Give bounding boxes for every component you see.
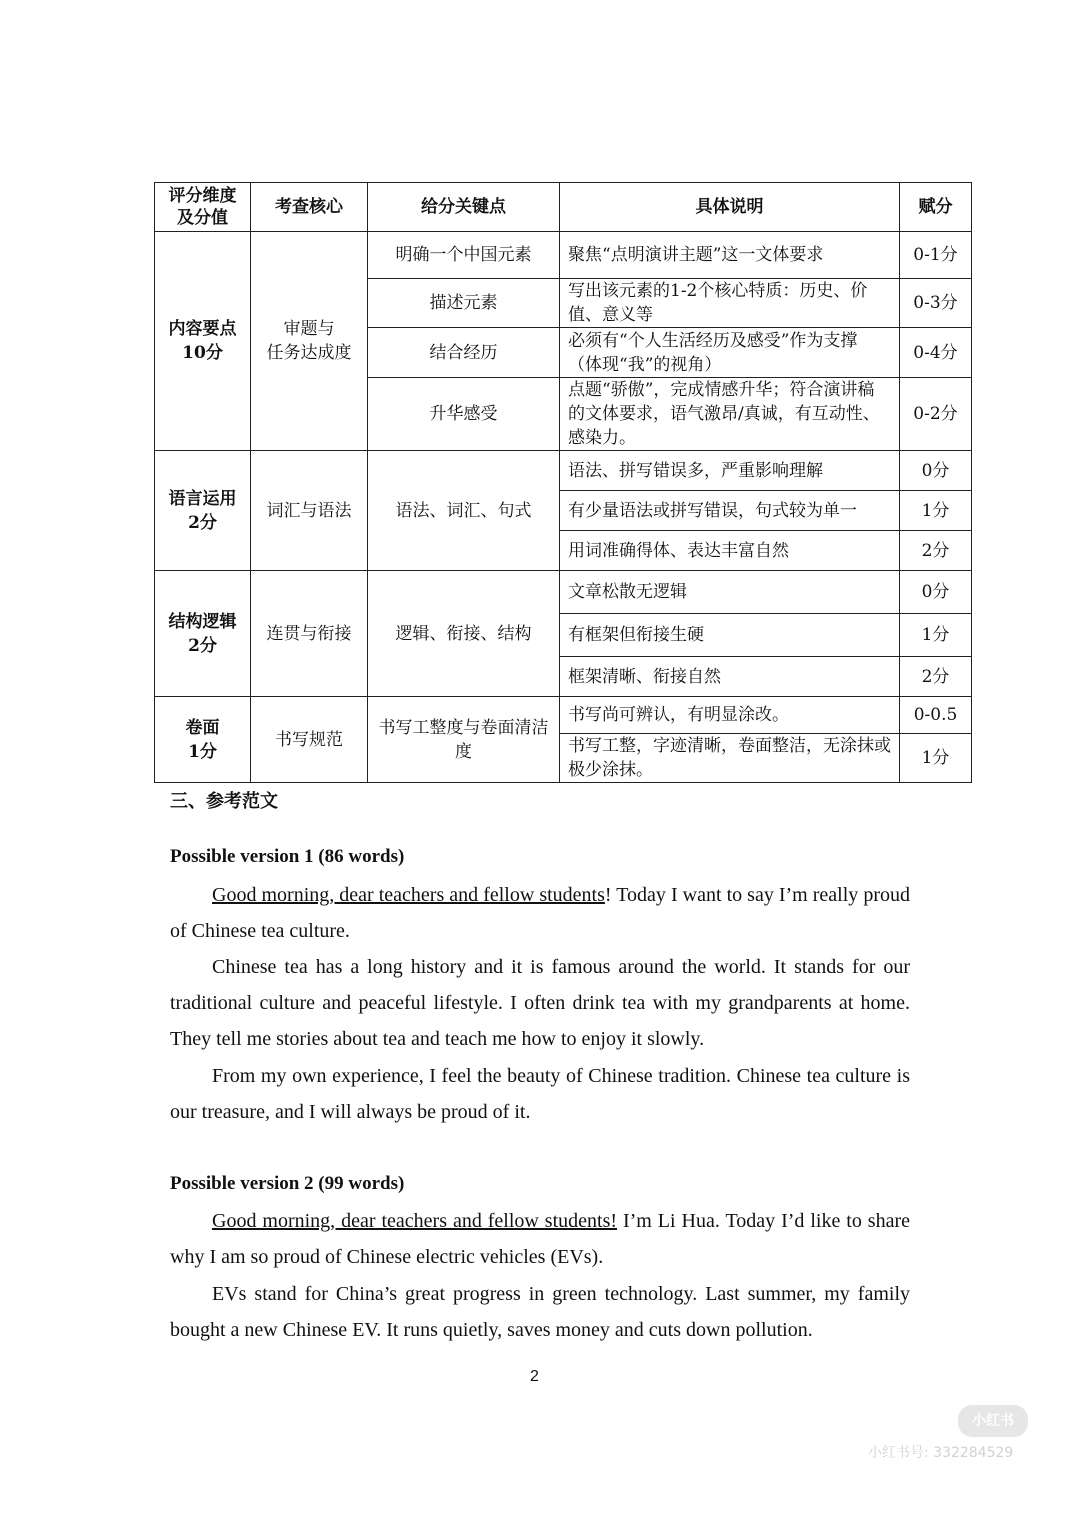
header-core: 考查核心 [251,183,368,232]
description-cell: 聚焦“点明演讲主题”这一文体要求 [560,232,900,279]
description-cell: 书写工整，字迹清晰，卷面整洁，无涂抹或极少涂抹。 [560,734,900,783]
score-cell: 0分 [900,451,972,491]
key-point-language: 语法、词汇、句式 [368,451,560,571]
version1-paragraph-3: From my own experience, I feel the beauty of Chinese tradition. Chinese tea culture is our treasure, and I will always be proud of it. [170,1065,910,1123]
score-cell: 0-3分 [900,279,972,328]
version2-greeting: Good morning, dear teachers and fellow students! [212,1210,618,1232]
dimension-structure-line1: 结构逻辑 [168,611,237,632]
version1-title: Possible version 1 (86 words) [170,846,405,867]
core-content [251,232,368,451]
dimension-structure [155,571,251,697]
score-cell: 1分 [900,614,972,657]
score-cell: 0分 [900,571,972,614]
key-point-cell: 明确一个中国元素 [368,232,560,279]
version1-paragraph-2: Chinese tea has a long history and it is famous around the world. It stands for our traditional culture and peaceful lifestyle. I often drink tea with my grandparents at home. They tell me stories about tea and teach me how to enjoy it slowly. [170,956,910,1050]
header-score: 赋分 [900,183,972,232]
score-cell: 2分 [900,531,972,571]
score-cell: 1分 [900,491,972,531]
dimension-content [155,232,251,451]
core-content-line2: 任务达成度 [266,343,352,363]
key-point-cell: 升华感受 [368,378,560,451]
version2-paragraph-1 [170,1203,910,1275]
description-cell: 必须有“个人生活经历及感受”作为支撑（体现“我”的视角） [560,328,900,378]
score-cell: 1分 [900,734,972,783]
dimension-language-line2: 2分 [188,512,217,533]
version2-paragraph-1-text: I’m Li Hua. Today I’d like to share why I am so proud of Chinese electric vehicles (EVs). [170,1210,911,1268]
watermark-logo: 小红书 [958,1405,1028,1437]
key-point-cell: 描述元素 [368,279,560,328]
score-cell: 0-0.5 [900,697,972,734]
table-row [155,571,972,614]
header-key-points: 给分关键点 [368,183,560,232]
header-dimension-line1: 评分维度 [168,186,237,206]
key-point-cell: 结合经历 [368,328,560,378]
description-cell: 有框架但衔接生硬 [560,614,900,657]
section-title: 三、参考范文 [170,791,278,812]
version2-title: Possible version 2 (99 words) [170,1173,405,1194]
dimension-content-line1: 内容要点 [168,319,237,339]
watermark-text: 小红书号: 332284529 [868,1445,1014,1461]
dimension-handwriting [155,697,251,783]
description-cell: 有少量语法或拼写错误，句式较为单一 [560,491,900,531]
score-cell: 2分 [900,657,972,697]
description-cell: 框架清晰、衔接自然 [560,657,900,697]
core-handwriting: 书写规范 [251,697,368,783]
dimension-structure-line2: 2分 [188,635,217,656]
description-cell: 语法、拼写错误多，严重影响理解 [560,451,900,491]
table-header-row [155,183,972,232]
dimension-handwriting-line2: 1分 [188,741,217,762]
dimension-content-line2: 10分 [182,343,223,363]
score-cell: 0-1分 [900,232,972,279]
core-content-line1: 审题与 [283,319,335,339]
version1-greeting: Good morning, dear teachers and fellow students [212,884,605,906]
header-dimension-line2: 及分值 [177,208,228,228]
core-structure: 连贯与衔接 [251,571,368,697]
dimension-language-line1: 语言运用 [168,488,237,509]
description-cell: 点题“骄傲”，完成情感升华；符合演讲稿的文体要求，语气激昂/真诚，有互动性、感染力。 [560,378,900,451]
page-number: 2 [530,1368,539,1385]
header-dimension [155,183,251,232]
table-row [155,451,972,491]
version1-paragraph-1-text: ! Today I want to say I’m really proud of Chinese tea culture. [170,884,910,942]
scoring-rubric-table [154,182,972,783]
description-cell: 写出该元素的1-2个核心特质：历史、价值、意义等 [560,279,900,328]
key-point-handwriting: 书写工整度与卷面清洁度 [368,697,560,783]
key-point-structure: 逻辑、衔接、结构 [368,571,560,697]
table-row [155,697,972,734]
version1-paragraph-1 [170,877,910,949]
score-cell: 0-4分 [900,328,972,378]
description-cell: 用词准确得体、表达丰富自然 [560,531,900,571]
table-row [155,232,972,279]
version2-paragraph-2: EVs stand for China’s great progress in green technology. Last summer, my family bought a new Chinese EV. It runs quietly, saves money and cuts down pollution. [170,1283,910,1341]
dimension-handwriting-line1: 卷面 [185,717,220,738]
dimension-language [155,451,251,571]
score-cell: 0-2分 [900,378,972,451]
description-cell: 文章松散无逻辑 [560,571,900,614]
header-description: 具体说明 [560,183,900,232]
description-cell: 书写尚可辨认，有明显涂改。 [560,697,900,734]
core-language: 词汇与语法 [251,451,368,571]
